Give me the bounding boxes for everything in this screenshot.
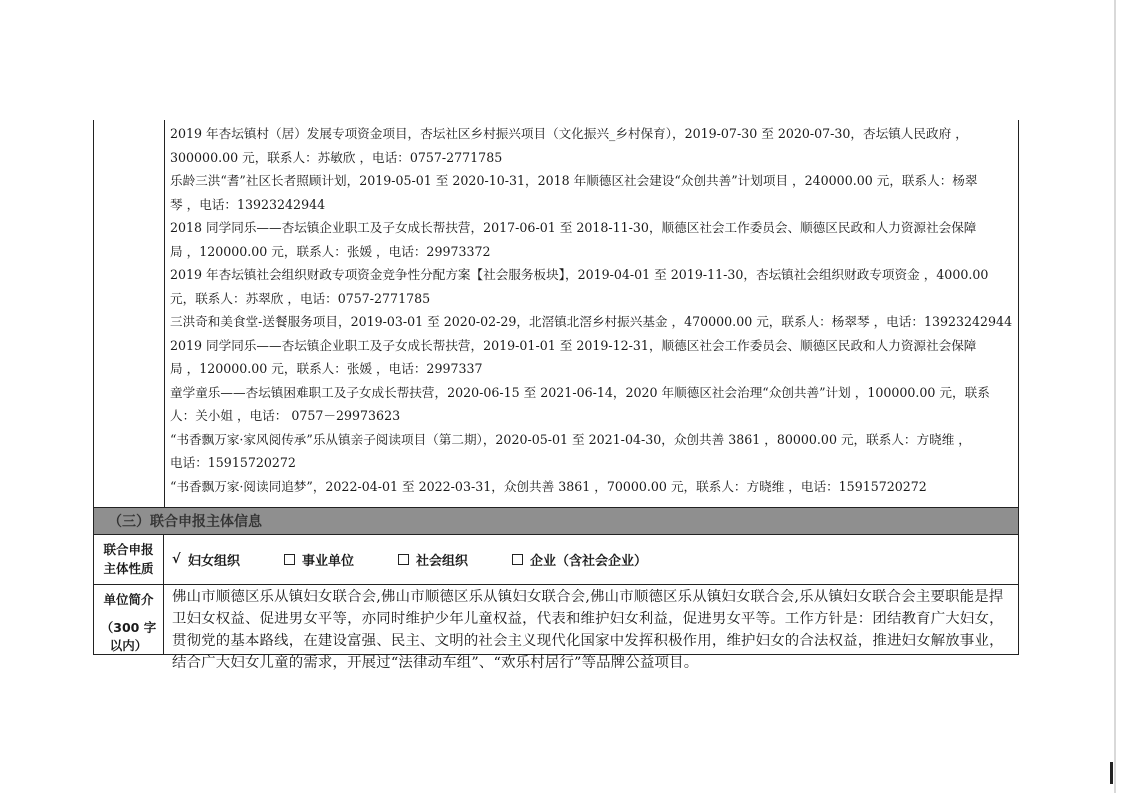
project-line: 人：关小姐 ，电话： 0757－29973623 (170, 408, 401, 423)
project-line: 2019 年杏坛镇社会组织财政专项资金竞争性分配方案【社会服务板块】，2019-04-01 至 2019-11-30，杏坛镇社会组织财政专项资金 ，4000.00 (170, 267, 989, 282)
project-line: 2018 同学同乐——杏坛镇企业职工及子女成长帮扶营，2017-06-01 至 2018-11-30，顺德区社会工作委员会、顺德区民政和人力资源社会保障 (170, 220, 977, 235)
section-header (94, 507, 1018, 535)
option-label: 企业（含社会企业） (530, 553, 648, 569)
label-title: 单位简介 (103, 592, 154, 607)
project-line: 300000.00 元，联系人：苏敏欣 ，电话：0757-2771785 (170, 149, 503, 165)
label-note: （300 字 (100, 620, 157, 635)
project-line: 乐龄三洪“耆”社区长者照顾计划，2019-05-01 至 2020-10-31，2018 年顺德区社会建设“众创共善”计划项目 ，240000.00 元，联系人：杨翠 (170, 173, 978, 188)
unit-profile-row (94, 585, 1018, 671)
column-divider (164, 120, 165, 507)
application-form-table (93, 120, 1019, 671)
project-line: 局 ，120000.00 元，联系人：张媛 ，电话：2997337 (170, 361, 483, 376)
entity-type-row (94, 535, 1018, 585)
label-note: 以内） (109, 638, 148, 653)
option-enterprise[interactable] (512, 548, 647, 570)
checkbox-icon (512, 554, 523, 565)
page-edge-mark (1110, 762, 1113, 784)
label-line: 主体性质 (103, 561, 154, 576)
project-line: “书香飘万家·阅读同追梦”，2022-04-01 至 2022-03-31，众创共善 3861 ，70000.00 元，联系人：方晓维 ，电话：15915720272 (170, 478, 927, 494)
option-womens-org[interactable] (172, 548, 240, 570)
project-line: “书香飘万家·家风阅传承”乐从镇亲子阅读项目（第二期），2020-05-01 至 2021-04-30，众创共善 3861 ，80000.00 元，联系人：方晓维 ， (170, 431, 971, 447)
unit-profile-label (94, 585, 164, 654)
project-line: 元，联系人：苏翠欣 ，电话：0757-2771785 (170, 290, 431, 306)
project-line: 童学童乐——杏坛镇困难职工及子女成长帮扶营，2020-06-15 至 2021-06-14，2020 年顺德区社会治理“众创共善”计划 ，100000.00 元，联系 (170, 384, 990, 400)
label-spacer (94, 609, 163, 619)
option-social-org[interactable] (398, 548, 468, 570)
project-line: 三洪奇和美食堂-送餐服务项目，2019-03-01 至 2020-02-29，北滘镇北滘乡村振兴基金 ，470000.00 元，联系人：杨翠琴 ，电话：13923242944 (170, 314, 1013, 329)
project-line: 琴 ，电话：13923242944 (170, 196, 326, 212)
checkbox-icon (284, 554, 295, 565)
option-label: 事业单位 (302, 553, 355, 569)
entity-type-label (94, 535, 164, 584)
label-line: 联合申报 (103, 542, 154, 557)
section-title: （三）联合申报主体信息 (108, 514, 262, 530)
project-line: 2019 年杏坛镇村（居）发展专项资金项目，杏坛社区乡村振兴项目（文化振兴_乡村保育），2019-07-30 至 2020-07-30，杏坛镇人民政府 ， (170, 126, 968, 141)
checkbox-icon (398, 554, 409, 565)
past-projects-section (94, 120, 1018, 507)
project-line: 电话：15915720272 (170, 455, 296, 470)
project-line: 局 ，120000.00 元，联系人：张媛 ，电话：29973372 (170, 243, 491, 259)
entity-type-options (172, 548, 691, 570)
project-line: 2019 同学同乐——杏坛镇企业职工及子女成长帮扶营，2019-01-01 至 2019-12-31，顺德区社会工作委员会、顺德区民政和人力资源社会保障 (170, 337, 977, 353)
check-mark-icon: √ (172, 551, 181, 567)
unit-profile-text: 佛山市顺德区乐从镇妇女联合会,佛山市顺德区乐从镇妇女联合会,佛山市顺德区乐从镇妇女联合会,乐从镇妇女联合会主要职能是捍卫妇女权益、促进男女平等，亦同时维护少年儿童权益，代表和维护妇女利益，促进男女平等。工作方针是：团结教育广大妇女，贯彻党的基本路线，在建设富强、民主、文明的社会主义现代化国家中发挥积极作用，维护妇女的合法权益，推进妇女解放事业，结合广大妇女儿童的需求，开展过“法律动车组”、“欢乐村居行”等品牌公益项目。 (172, 589, 1004, 671)
page-edge (1114, 0, 1116, 793)
option-label: 社会组织 (416, 553, 469, 569)
option-label: 妇女组织 (188, 553, 241, 569)
option-public-institution[interactable] (284, 548, 354, 570)
project-list (170, 122, 1016, 498)
